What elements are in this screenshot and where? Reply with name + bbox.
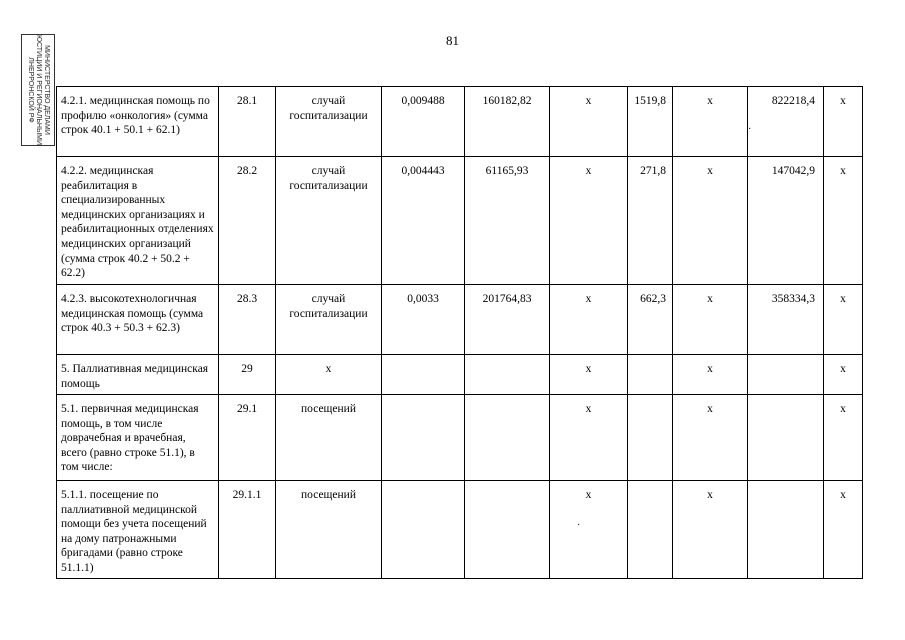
row-unit-cell: х	[276, 355, 382, 395]
table-row	[57, 355, 863, 395]
row-code-cell: 28.2	[219, 157, 276, 285]
row-name-cell: 5.1. первичная медицинская помощь, в том числе доврачебная и врачебная, всего (равно строке 51.1), в том числе:	[57, 395, 219, 481]
stamp-line: ЮСТИЦИИ И РЕГИОНАЛЬНЫМИ	[35, 34, 42, 146]
row-col10-cell: х	[824, 481, 863, 579]
row-name-cell: 4.2.3. высокотехнологичная медицинская помощь (сумма строк 40.3 + 50.3 + 62.3)	[57, 285, 219, 355]
table-row	[57, 481, 863, 579]
row-name-cell: 5.1.1. посещение по паллиативной медицинской помощи без учета посещений на дому патронажными бригадами (равно строке 51.1.1)	[57, 481, 219, 579]
row-unit-cell: случай госпитализации	[276, 285, 382, 355]
row-norm-cell: 0,009488	[382, 87, 465, 157]
stamp-line: МИНИСТЕРСТВО ДЕЛАМИ	[43, 45, 50, 135]
row-unit-cell: посещений	[276, 481, 382, 579]
row-code-cell: 28.3	[219, 285, 276, 355]
table-row	[57, 395, 863, 481]
row-cost-cell: 160182,82	[465, 87, 550, 157]
row-name-cell: 4.2.2. медицинская реабилитация в специализированных медицинских организациях и реабилитационных отделениях медицинских организаций (сумма строк 40.2 + 50.2 + 62.2)	[57, 157, 219, 285]
row-col6-cell: х	[550, 87, 628, 157]
table-row	[57, 285, 863, 355]
row-unit-cell: случай госпитализации	[276, 87, 382, 157]
row-norm-cell: 0,0033	[382, 285, 465, 355]
row-cost-cell	[465, 395, 550, 481]
row-col8-cell: х	[673, 285, 748, 355]
row-col8-cell: х	[673, 395, 748, 481]
row-col8-cell: х	[673, 481, 748, 579]
row-col10-cell: х	[824, 355, 863, 395]
scan-dot: ·	[577, 520, 581, 531]
row-col6-cell: х	[550, 395, 628, 481]
row-cost-cell: 201764,83	[465, 285, 550, 355]
row-code-cell: 29.1.1	[219, 481, 276, 579]
row-col7-cell: 1519,8	[628, 87, 673, 157]
row-col8-cell: х	[673, 355, 748, 395]
row-col6-cell: х	[550, 285, 628, 355]
row-col10-cell: х	[824, 395, 863, 481]
row-name-cell: 4.2.1. медицинская помощь по профилю «онкология» (сумма строк 40.1 + 50.1 + 62.1)	[57, 87, 219, 157]
row-col6-cell: х	[550, 157, 628, 285]
row-col10-cell: х	[824, 87, 863, 157]
row-col8-cell: х	[673, 157, 748, 285]
page-number: 81	[446, 33, 459, 48]
row-cost-cell	[465, 481, 550, 579]
row-unit-cell: посещений	[276, 395, 382, 481]
row-code-cell: 29	[219, 355, 276, 395]
stamp-text	[26, 35, 50, 145]
row-col7-cell: 662,3	[628, 285, 673, 355]
row-norm-cell	[382, 481, 465, 579]
row-col9-cell: 147042,9	[748, 157, 824, 285]
row-cost-cell: 61165,93	[465, 157, 550, 285]
row-col6-cell: х	[550, 481, 628, 579]
row-col9-cell	[748, 355, 824, 395]
row-col7-cell	[628, 355, 673, 395]
row-col7-cell	[628, 395, 673, 481]
stamp-line: ЛНЕРРОНСКОЙ РФ	[27, 57, 34, 123]
row-code-cell: 28.1	[219, 87, 276, 157]
financing-table	[56, 86, 863, 579]
row-norm-cell	[382, 355, 465, 395]
row-col9-cell	[748, 395, 824, 481]
row-unit-cell: случай госпитализации	[276, 157, 382, 285]
row-col6-cell: х	[550, 355, 628, 395]
row-col10-cell: х	[824, 157, 863, 285]
row-col7-cell: 271,8	[628, 157, 673, 285]
row-cost-cell	[465, 355, 550, 395]
row-norm-cell	[382, 395, 465, 481]
row-col8-cell: х	[673, 87, 748, 157]
row-code-cell: 29.1	[219, 395, 276, 481]
row-col9-cell	[748, 481, 824, 579]
row-col7-cell	[628, 481, 673, 579]
table-row	[57, 157, 863, 285]
scan-dot: ·	[748, 124, 752, 135]
table-row	[57, 87, 863, 157]
table-body	[57, 87, 863, 579]
row-norm-cell: 0,004443	[382, 157, 465, 285]
row-col9-cell: 358334,3	[748, 285, 824, 355]
row-col9-cell: 822218,4	[748, 87, 824, 157]
row-name-cell: 5. Паллиативная медицинская помощь	[57, 355, 219, 395]
row-col10-cell: х	[824, 285, 863, 355]
registration-stamp	[21, 34, 55, 146]
